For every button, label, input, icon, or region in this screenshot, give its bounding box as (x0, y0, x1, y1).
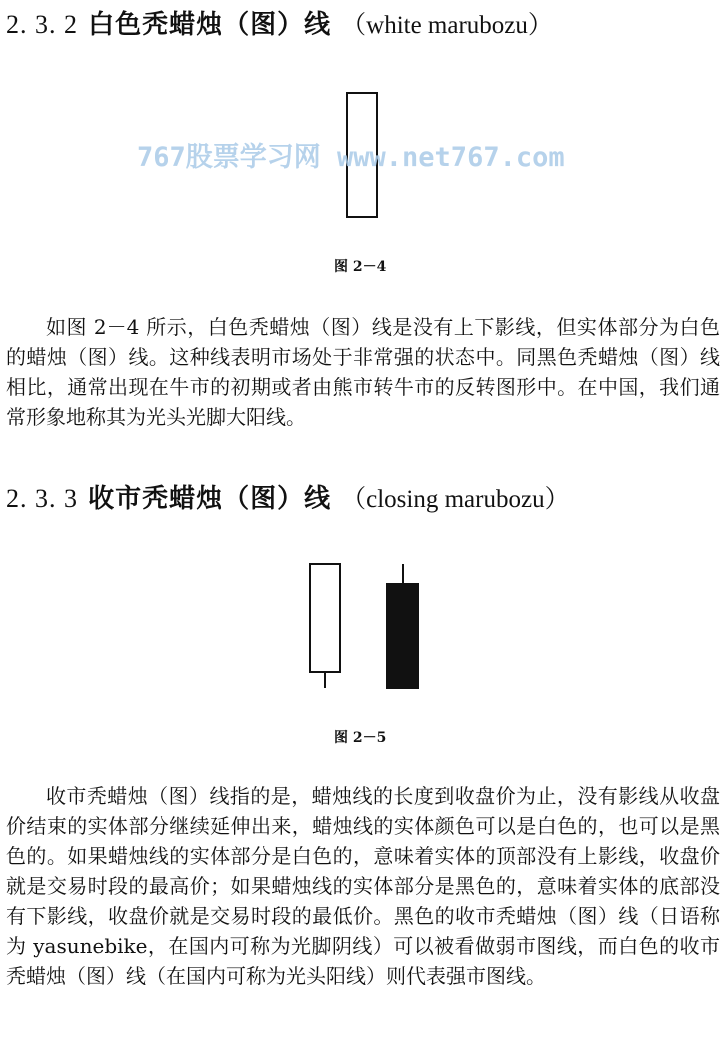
figure-caption-2-5: 图 2－5 (334, 730, 387, 746)
black-closing-marubozu-candle (387, 564, 418, 688)
section-title: 白色秃蜡烛（图）线 (88, 10, 332, 40)
section-heading-2-3-2 (6, 4, 553, 41)
white-candle-body (310, 564, 340, 672)
section-number: 2. 3. 3 (6, 484, 78, 513)
section-subtitle: （white marubozu） (341, 12, 553, 39)
figure-caption-2-4: 图 2－4 (334, 259, 387, 275)
black-candle-body (387, 584, 418, 688)
section-heading-2-3-3 (6, 478, 570, 515)
section-subtitle: （closing marubozu） (341, 486, 570, 513)
paragraph-white-marubozu: 如图 2－4 所示，白色秃蜡烛（图）线是没有上下影线，但实体部分为白色的蜡烛（图）线。这种线表明市场处于非常强的状态中。同黑色秃蜡烛（图）线相比，通常出现在牛市的初期或者由熊市转牛市的反转图形中。在中国，我们通常形象地称其为光头光脚大阳线。 (6, 315, 720, 429)
watermark: 767股票学习网 www.net767.com (137, 142, 565, 173)
section-number: 2. 3. 2 (6, 10, 78, 39)
figure-2-5-closing-marubozu (0, 560, 727, 710)
section-title: 收市秃蜡烛（图）线 (88, 484, 332, 514)
paragraph-closing-marubozu: 收市秃蜡烛（图）线指的是，蜡烛线的长度到收盘价为止，没有影线从收盘价结束的实体部分继续延伸出来，蜡烛线的实体颜色可以是白色的，也可以是黑色的。如果蜡烛线的实体部分是白色的，意味着实体的顶部没有上影线，收盘价就是交易时段的最高价；如果蜡烛线的实体部分是黑色的，意味着实体的底部没有下影线，收盘价就是交易时段的最低价。黑色的收市秃蜡烛（图）线（日语称为 yasunebike，在国内可称为光脚阴线）可以被看做弱市图线，而白色的收市秃蜡烛（图）线（在国内可称为光头阳线）则代表强市图线。 (6, 784, 720, 988)
white-closing-marubozu-candle (310, 564, 340, 688)
